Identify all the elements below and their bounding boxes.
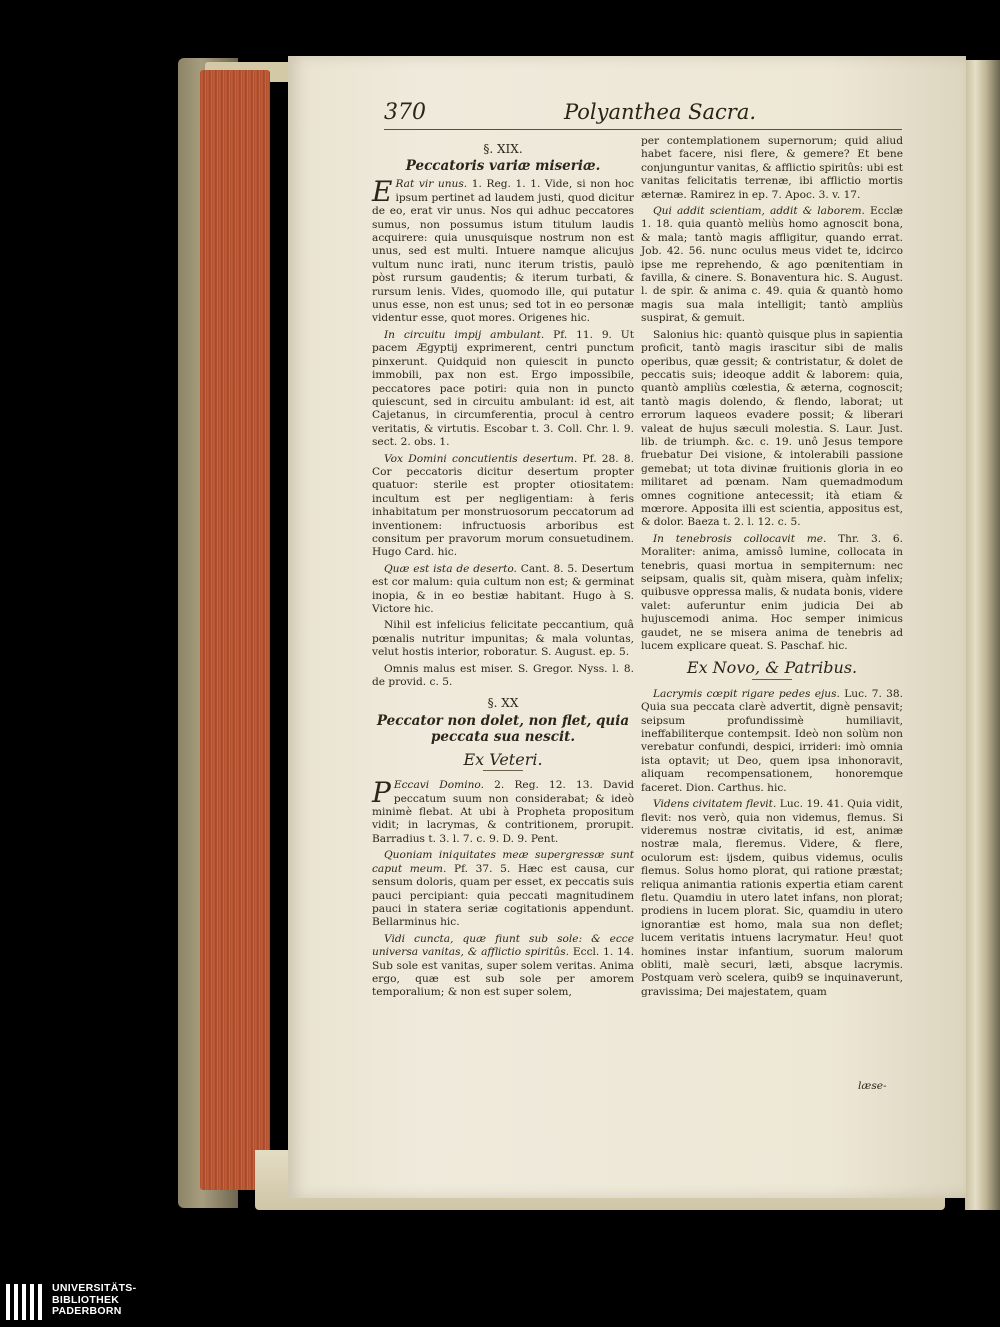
paragraph: P Eccavi Domino. 2. Reg. 12. 13. David peccatum suum non considerabat; & ideò minimè flebat. At ubi à Propheta propositum vidit; in lacrymas, & contritionem, prorupit. Barradius t. 3. l. 7. c. 9. D. 9. Pent. — [372, 776, 635, 845]
section-number: §. XX — [487, 696, 519, 711]
paragraph: per contemplationem supernorum; quid aliud habet facere, nisi flere, & gemere? Et bene conjunguntur vanitas, & afflictio spiritûs: ubi est vanitas felicitatis terrenæ, ibi afflictio mortis æternæ. Ramirez in ep. 7. Apoc. 3. v. 17. — [641, 135, 903, 201]
subsection-heading: Ex Novo, & Patribus. — [641, 661, 903, 679]
section-title: Peccator non dolet, non flet, quia peccata sua nescit. — [376, 712, 630, 745]
subsection-heading: Ex Veteri. — [372, 753, 634, 771]
drop-cap: E — [372, 175, 393, 209]
paragraph: In tenebrosis collocavit me. Thr. 3. 6. Moraliter: anima, amissô lumine, collocata in tenebris, quasi mortua in sempiternum: nec seipsam, qualis sit, quàm misera, quàm infelix; quibusve oppressa malis, & nudata bonis, videre valet: auferuntur enim judicia Dei ab hujuscemodi anima. Hoc semper inimicus gaudet, ne se misera anima de tenebris ad lucem explicare queat. S. Paschaf. hic. — [641, 532, 903, 653]
facing-page-edge — [965, 60, 1000, 1210]
library-logo-icon — [6, 1280, 46, 1320]
paragraph: Omnis malus est miser. S. Gregor. Nyss. l. 8. de provid. c. 5. — [372, 662, 634, 689]
running-title: Polyanthea Sacra. — [564, 100, 757, 124]
right-column — [641, 135, 903, 1002]
red-fore-edge — [200, 70, 270, 1190]
paragraph: Quæ est ista de deserto. Cant. 8. 5. Desertum est cor malum: quia cultum non est; & germinat inopia, & in eo bestiæ habitant. Hugo à S. Victore hic. — [372, 562, 635, 615]
paragraph: Quoniam iniquitates meæ supergressæ sunt caput meum. Pf. 37. 5. Hæc est causa, cur sensum doloris, quam per esset, ex peccatis suis pauci percipiant: quia peccati magnitudinem pauci in statera seriæ cogitationis appendunt. Bellarminus hic. — [372, 849, 635, 929]
library-footer — [0, 1278, 1000, 1327]
paragraph: Videns civitatem flevit. Luc. 19. 41. Quia vidit, flevit: nos verò, quia non videmus, flemus. Si videremus nostræ civitatis, id est, animæ nostræ mala, fleremus. Videre, & flere, oculorum est: ijsdem, quibus videmus, oculis flemus. Solus homo plorat, qui ratione præstat; reliqua animantia rationis expertia etiam carent fletu. Quamdiu in utero latet infans, non plorat; prodiens in lucem plorat. Sic, quamdiu in utero ignorantiæ est homo, mala sua non deflet; lucem veritatis intuens lacrymatur. Heu! quot homines instar infantium, suorum malorum obliti, malè securi, læti, absque lacrymis. Postquam verò scelera, quib9 se inquinaverunt, gravissima; Dei majestatem, quam — [641, 798, 903, 998]
header-rule — [384, 129, 902, 130]
paragraph: Vox Domini concutientis desertum. Pf. 28. 8. Cor peccatoris dicitur desertum propter quatuor: sterile est propter otiositatem: incultum est per negligentiam: à feris inhabitatum per monstruosorum peccatorum ad inventionem: infructuosis arboribus est consitum per pravorum morum consuetudinem. Hugo Card. hic. — [372, 452, 634, 559]
page-number: 370 — [384, 100, 426, 125]
paragraph: Qui addit scientiam, addit & laborem. Ecclæ 1. 18. quia quantò meliùs homo agnoscit bona, & mala; tantò magis affligitur, quando errat. Job. 42. 56. nunc oculus meus videt te, idcirco ipse me reprehendo, & ago pœnitentiam in favilla, & cinere. S. Bonaventura hic. S. August. l. de spir. & anima c. 49. quia & quantò homo magis sua mala intelligit; tantò ampliùs suspirat, & gemuit. — [641, 205, 903, 325]
library-name: UNIVERSITÄTS- BIBLIOTHEK PADERBORN — [52, 1282, 137, 1317]
catchword: læse- — [858, 1080, 887, 1092]
paragraph: E Rat vir unus. 1. Reg. 1. 1. Vide, si non hoc ipsum pertinet ad laudem justi, quod dicitur de eo, erat vir unus. Nos qui adhuc peccatores sumus, non possumus istum titulum laudis acquirere: quia unusquisque nostrum non est unus, sed est multi. Intuere namque alicujus vultum nunc irati, nunc iterum tristis, paulò pòst rursum gaudentis; & iterum turbati, & rursum lenis. Vides, quomodo ille, qui putatur unus esse, non est unus; sed tot in eo personæ videntur esse, quot mores. Origenes hic. — [372, 175, 634, 325]
drop-cap: P — [372, 776, 391, 810]
paragraph: Salonius hic: quantò quisque plus in sapientia proficit, tantò magis irascitur sibi de malis operibus, quæ gessit; & contristatur, & dolet de peccatis suis; ideoque addit & laborem: quia, quantò ampliùs cœlestia, & æterna, cognoscit; tantò magis dolendo, & flendo, laborat; ut errorum laqueos evadere possit; & liberari valeat de hujus sæculi molestia. S. Laur. Just. lib. de triumph. &c. c. 19. unô Jesus tempore fruebatur Dei visione, & intolerabili passione gemebat; ut tota divinæ fruitionis gloria in eo militaret ad pœnam. Nam quemadmodum omnes cognitione antecessit; ità etiam & mœrore. Apposita illi est scientia, appositus est, & dolor. Baeza t. 2. l. 12. c. 5. — [641, 328, 903, 529]
paragraph: Lacrymis cœpit rigare pedes ejus. Luc. 7. 38. Quia sua peccata clarè advertit, dignè pensavit; seipsum profundissimè humiliavit, ineffabiliterque contempsit. Ideò non solùm non verebatur confundi, despici, irrideri: imò omnia ista optavit; ut Deo, quem ipsa inhonoravit, aliquam recompensationem, honoremque faceret. Dion. Carthus. hic. — [641, 687, 903, 794]
section-number: §. XIX. — [483, 142, 523, 156]
page-header — [384, 100, 904, 130]
section-title: Peccatoris variæ miseriæ. — [405, 158, 601, 175]
paragraph: In circuitu impij ambulant. Pf. 11. 9. Ut pacem Ægyptij exprimerent, centri punctum pinxerunt. Quidquid non quiescit in puncto immobili, pax non est. Ergo impossibile, peccatores pace potiri: quia non in puncto quiescunt, sed in circuitu ambulant: id est, ait Cajetanus, in circumferentia, procul à centro veritatis, & virtutis. Escobar t. 3. Coll. Chr. l. 9. sect. 2. obs. 1. — [372, 328, 634, 449]
paragraph: Nihil est infelicius felicitate peccantium, quâ pœnalis nutritur impunitas; & mala voluntas, velut hostis interior, roboratur. S. August. ep. 5. — [372, 619, 634, 659]
left-column — [372, 135, 634, 1003]
paragraph: Vidi cuncta, quæ fiunt sub sole: & ecce universa vanitas, & afflictio spiritûs. Eccl. 1. 14. Sub sole est vanitas, super solem veritas. Anima ergo, quæ est sub sole per amorem temporalium; & non est super solem, — [372, 932, 634, 999]
